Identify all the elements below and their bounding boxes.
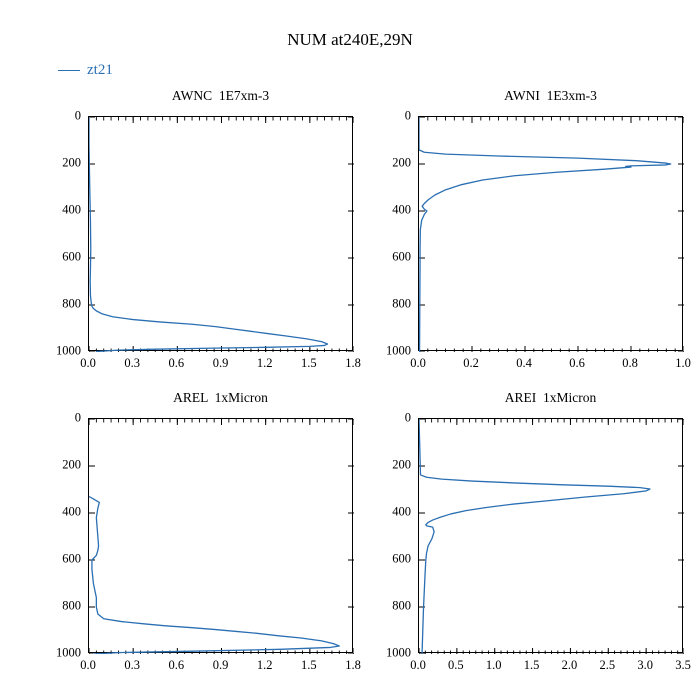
y-tick-label: 600: [392, 249, 411, 264]
x-tick-label: 0.6: [168, 658, 185, 672]
plot-area-awni: [418, 116, 683, 351]
x-tick-label: 1.0: [485, 658, 502, 672]
plot-area-arei: [418, 418, 683, 653]
plot-svg-arel: [89, 419, 354, 654]
y-tick-label: 200: [392, 155, 411, 170]
x-tick-label: 0.0: [410, 658, 426, 672]
x-tick-label: 0.0: [410, 356, 426, 370]
x-tick-label: 1.2: [256, 658, 273, 672]
chart-panel-arel: [30, 390, 367, 683]
x-tick-label: 0.8: [622, 356, 638, 370]
legend-label: zt21: [87, 62, 113, 78]
x-tick-label: 0.5: [448, 658, 464, 672]
x-tick-label: 3.0: [637, 658, 653, 672]
y-tick-label: 1000: [56, 343, 81, 358]
x-tick-label: 0.9: [212, 658, 229, 672]
page-title: NUM at240E,29N: [287, 30, 413, 49]
x-tick-label: 0.4: [516, 356, 532, 370]
series-line-awnc-0: [89, 117, 328, 352]
panel-title-awni: AWNI 1E3xm-3: [504, 88, 597, 103]
plot-svg-arei: [419, 419, 684, 654]
series-line-arel-0: [89, 497, 339, 654]
y-tick-label: 0: [74, 410, 81, 425]
plot-area-awnc: [88, 116, 353, 351]
panel-title-arel: AREL 1xMicron: [173, 390, 268, 405]
y-tick-label: 1000: [56, 645, 81, 660]
y-tick-label: 0: [404, 410, 411, 425]
x-tick-label: 2.0: [561, 658, 578, 672]
chart-panel-awnc: [30, 88, 367, 381]
x-tick-label: 3.5: [675, 658, 691, 672]
x-tick-label: 0.3: [124, 658, 140, 672]
y-tick-label: 200: [62, 457, 81, 472]
chart-panel-awni: [360, 88, 697, 381]
panel-title-arei: AREI 1xMicron: [504, 390, 597, 405]
y-tick-label: 600: [62, 551, 81, 566]
panel-title-awnc: AWNC 1E7xm-3: [171, 88, 270, 103]
x-tick-label: 0.6: [569, 356, 585, 370]
y-tick-label: 1000: [386, 645, 411, 660]
plot-svg-awni: [419, 117, 684, 352]
y-tick-label: 0: [74, 108, 81, 123]
series-line-arei-0: [419, 419, 650, 654]
x-tick-label: 0.3: [124, 356, 140, 370]
y-tick-label: 1000: [386, 343, 411, 358]
y-tick-label: 0: [404, 108, 411, 123]
x-tick-label: 1.8: [345, 356, 361, 370]
plot-svg-awnc: [89, 117, 354, 352]
x-tick-label: 1.5: [301, 356, 317, 370]
x-tick-label: 1.5: [301, 658, 317, 672]
series-line-awni-0: [419, 117, 671, 352]
x-tick-label: 0.0: [80, 356, 96, 370]
chart-panel-arei: [360, 390, 697, 683]
x-tick-label: 1.2: [256, 356, 273, 370]
y-tick-label: 400: [392, 202, 411, 217]
x-tick-label: 2.5: [599, 658, 616, 672]
y-tick-label: 800: [392, 296, 411, 311]
y-tick-label: 600: [62, 249, 81, 264]
plot-area-arel: [88, 418, 353, 653]
y-tick-label: 200: [62, 155, 81, 170]
legend: [58, 62, 113, 79]
x-tick-label: 0.6: [168, 356, 185, 370]
x-tick-label: 1.8: [345, 658, 361, 672]
x-tick-label: 0.2: [463, 356, 479, 370]
legend-line-icon: [58, 70, 80, 71]
y-tick-label: 800: [62, 598, 81, 613]
y-tick-label: 800: [62, 296, 81, 311]
x-tick-label: 0.9: [212, 356, 229, 370]
y-tick-label: 800: [392, 598, 411, 613]
x-tick-label: 1.0: [675, 356, 691, 370]
x-tick-label: 0.0: [80, 658, 96, 672]
y-tick-label: 600: [392, 551, 411, 566]
y-tick-label: 400: [62, 202, 81, 217]
y-tick-label: 200: [392, 457, 411, 472]
x-tick-label: 1.5: [523, 658, 540, 672]
y-tick-label: 400: [62, 504, 81, 519]
y-tick-label: 400: [392, 504, 411, 519]
